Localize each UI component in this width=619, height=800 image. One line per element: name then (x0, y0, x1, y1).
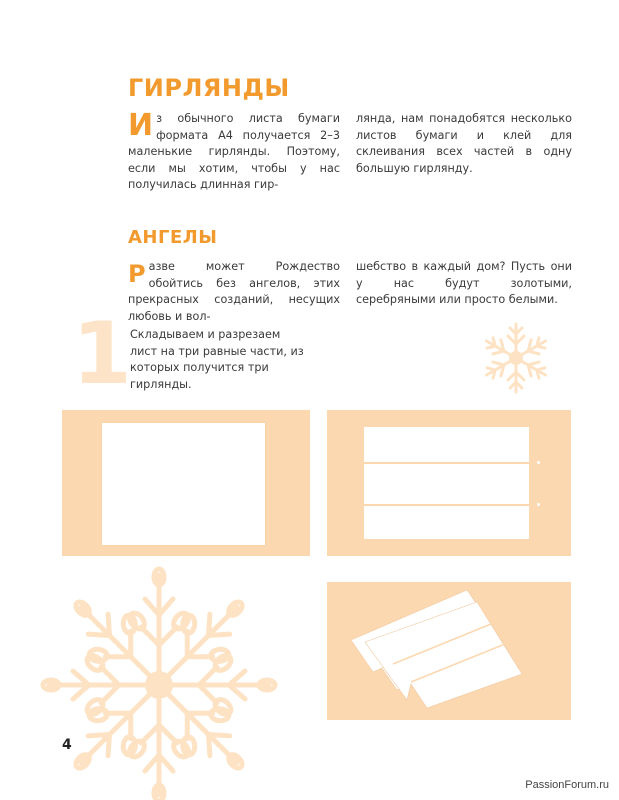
large-snowflake-icon (34, 565, 284, 800)
step-instruction: Складываем и разрезаем лист на три равные части, из которых получится три гирлянды. (130, 328, 304, 391)
step-number: 1 (72, 304, 132, 404)
section-title-angels: АНГЕЛЫ (128, 227, 218, 248)
section-title-garlands: ГИРЛЯНДЫ (128, 74, 290, 102)
cut-line (364, 462, 534, 464)
illustration-panel-divided (327, 410, 571, 556)
paper-strips (327, 582, 571, 720)
illustration-panel-sheet (62, 410, 310, 556)
small-snowflake-icon (478, 320, 554, 396)
angels-text-left (128, 259, 340, 325)
paper-sheet (102, 423, 265, 545)
garlands-text-right: лянда, нам понадобятся несколько листов бумаги и клей для склеивания всех частей в одну большую гирлянду. (356, 112, 572, 175)
page-number: 4 (62, 737, 72, 753)
angels-text-left-body: азве может Рождество обойтись без ангелов, этих прекрасных созданий, несущих любовь и вол- (128, 260, 340, 323)
garlands-text-left (128, 108, 340, 194)
watermark: PassionForum.ru (525, 779, 609, 791)
paper-sheet-divided (364, 427, 529, 539)
angels-dropcap: Р (128, 260, 146, 288)
cut-line (364, 504, 534, 506)
cut-mark (537, 503, 540, 506)
garlands-dropcap: И (128, 108, 154, 143)
angels-text-right: шебство в каждый дом? Пусть они у нас будут золотыми, серебряными или просто белыми. (356, 260, 572, 306)
cut-mark (537, 461, 540, 464)
garlands-text-left-body: з обычного листа бумаги формата А4 получается 2–3 маленькие гирлянды. Поэтому, если мы хотим, чтобы у нас получилась длинная гир- (128, 112, 340, 191)
illustration-panel-strips (327, 582, 571, 720)
